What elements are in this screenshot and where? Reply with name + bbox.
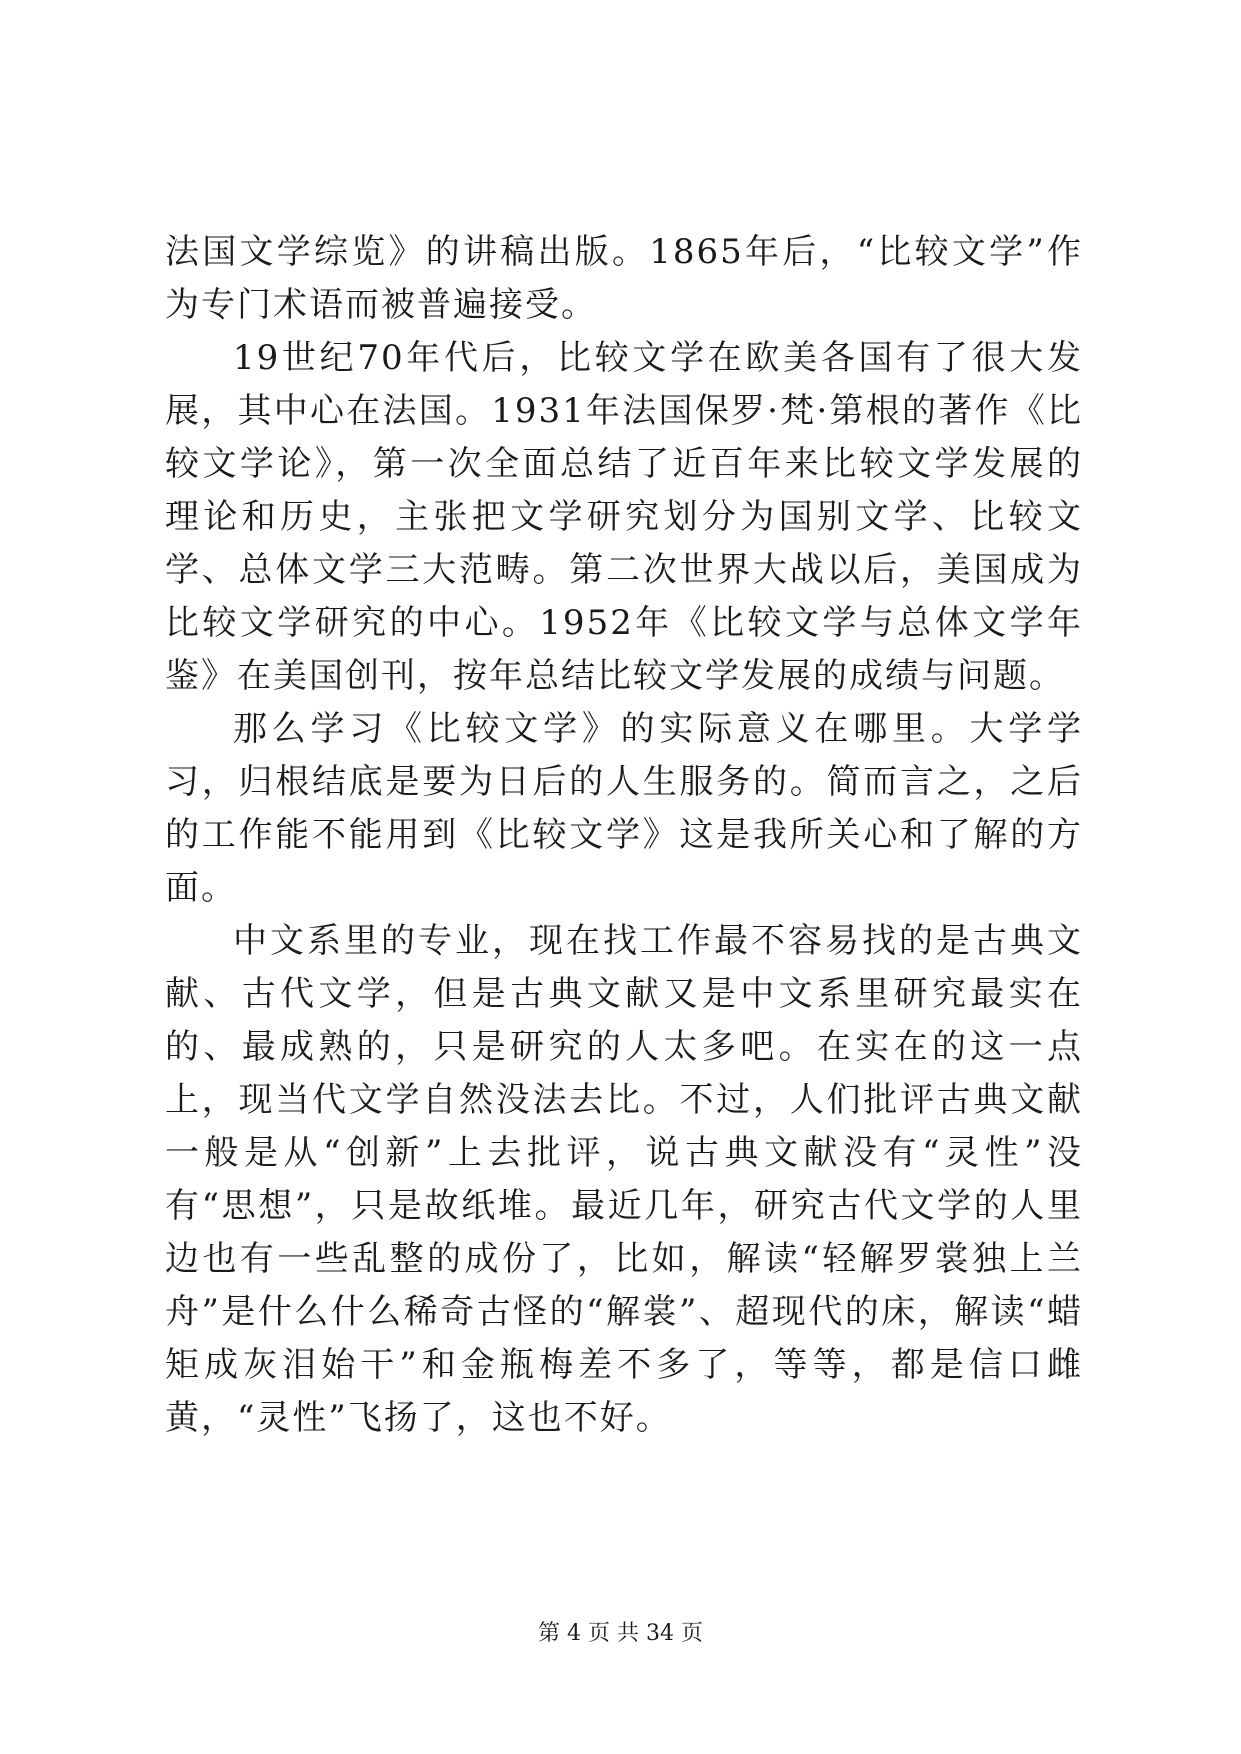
paragraph: 那么学习《比较文学》的实际意义在哪里。大学学习，归根结底是要为日后的人生服务的。简而言之，之后的工作能不能用到《比较文学》这是我所关心和了解的方面。 [165, 709, 1083, 908]
paragraph: 19世纪70年代后，比较文学在欧美各国有了很大发展，其中心在法国。1931年法国保罗·梵·第根的著作《比较文学论》，第一次全面总结了近百年来比较文学发展的理论和历史，主张把文学研究划分为国别文学、比较文学、总体文学三大范畴。第二次世界大战以后，美国成为比较文学研究的中心。1952年《比较文学与总体文学年鉴》在美国创刊，按年总结比较文学发展的成绩与问题。 [165, 338, 1083, 696]
paragraph: 中文系里的专业，现在找工作最不容易找的是古典文献、古代文学，但是古典文献又是中文系里研究最实在的、最成熟的，只是研究的人太多吧。在实在的这一点上，现当代文学自然没法去比。不过，人们批评古典文献一般是从“创新”上去批评，说古典文献没有“灵性”没有“思想”，只是故纸堆。最近几年，研究古代文学的人里边也有一些乱整的成份了，比如，解读“轻解罗裳独上兰舟”是什么什么稀奇古怪的“解裳”、超现代的床，解读“蜡矩成灰泪始干”和金瓶梅差不多了，等等，都是信口雌黄，“灵性”飞扬了，这也不好。 [165, 921, 1083, 1438]
document-body [165, 226, 1083, 1445]
paragraph: 法国文学综览》的讲稿出版。1865年后，“比较文学”作为专门术语而被普遍接受。 [165, 232, 1083, 325]
page-footer: 第 4 页 共 34 页 [538, 1621, 703, 1646]
